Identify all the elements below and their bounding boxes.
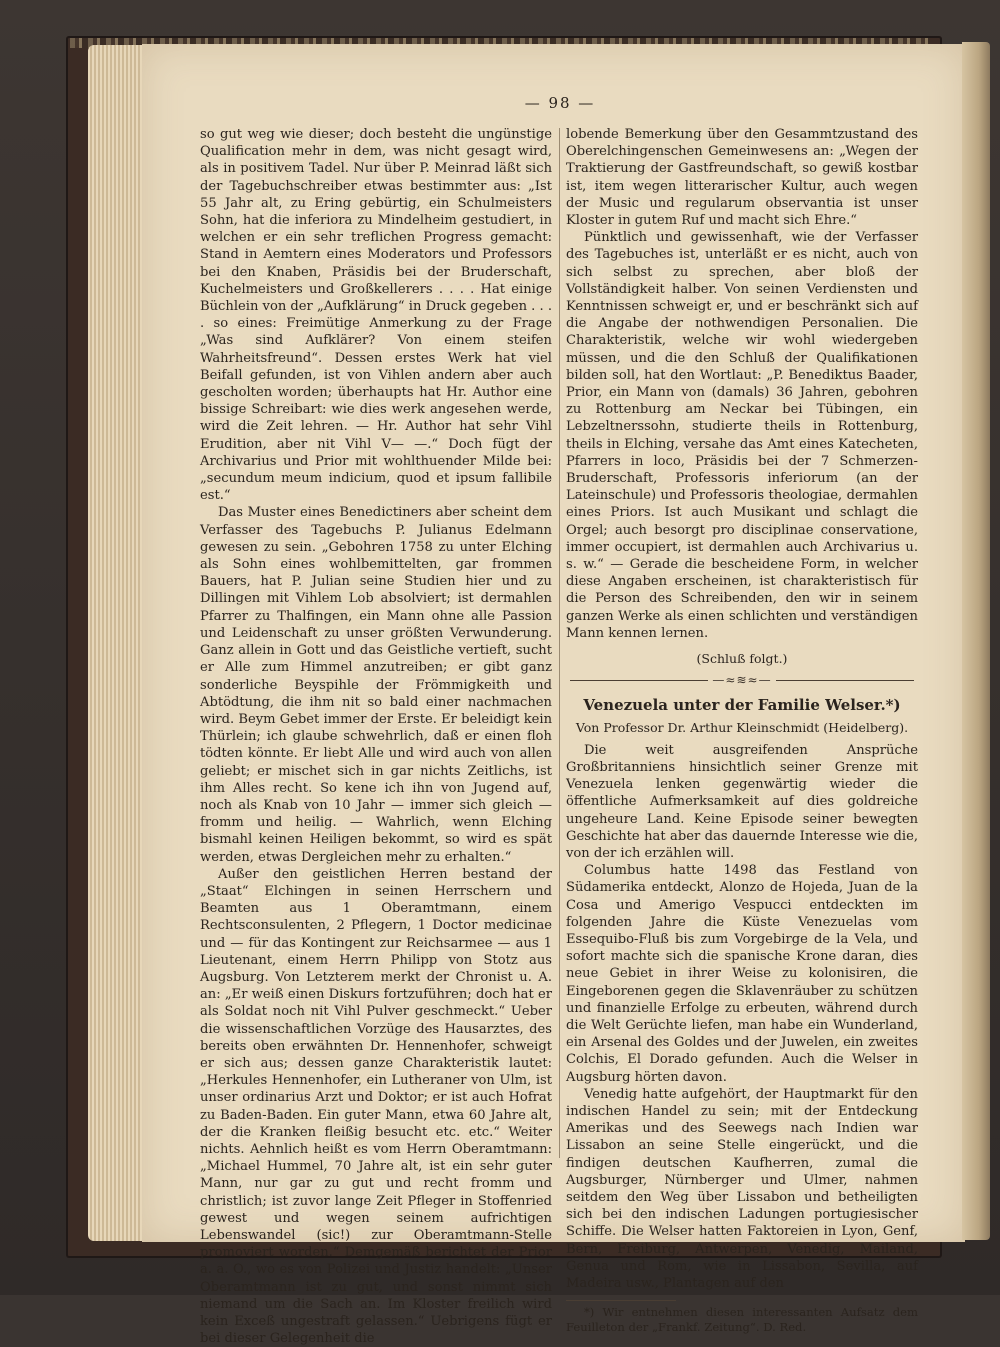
page-edges	[88, 45, 148, 1241]
right-column	[566, 126, 918, 1335]
left-column	[200, 126, 552, 1347]
paragraph: Columbus hatte 1498 das Festland von Südamerika entdeckt, Alonzo de Hojeda, Juan de la Cosa und Amerigo Vespucci entdeckten im folgenden Jahre die Küste Venezuelas vom Essequibo-Fluß bis zum Vorgebirge de la Vela, und sofort machte sich die spanische Krone daran, dies neue Gebiet in ihrer Weise zu kolonisiren, die Eingeborenen gegen die Sklavenräuber zu schützen und finanzielle Erfolge zu erbeuten, während durch die Welt Gerüchte liefen, man habe ein Wunderland, ein Arsenal des Goldes und der Juwelen, ein zweites Colchis, El Dorado gefunden. Auch die Welser in Augsburg hörten davon.	[566, 863, 918, 1085]
paragraph: so gut weg wie dieser; doch besteht die ungünstige Qualification mehr in dem, was nicht gesagt wird, als in positivem Tadel. Nur über P. Meinrad läßt sich der Tagebuchschreiber etwas bestimmter aus: „Ist 55 Jahr alt, zu Ering gebürtig, ein Schulmeisters Sohn, hat die inferiora zu Mindelheim gestudiert, in welchen er ein sehr treflichen Progress gemacht: Stand in Aemtern eines Moderators und Professors bei den Knaben, Präsidis bei der Bruderschaft, Kuchelmeisters und Großkellerers . . . . Hat einige Büchlein von der „Aufklärung“ in Druck gegeben . . . . so eines: Freimütige Anmerkung zu der Frage „Was sind Aufklärer? Von einem steifen Wahrheitsfreund“. Dessen erstes Werk hat viel Beifall gefunden, ist von Vihlen andern aber auch gescholten worden; überhaupts hat Hr. Author eine bissige Schreibart: wie dies werk angesehen werde, wird die Zeit lehren. — Hr. Author hat sehr Vihl Erudition, aber nit Vihl V— —.“ Doch fügt der Archivarius und Prior mit wohlthuender Milde bei: „secundum meum indicium, quod et ipsum fallibile est.“	[200, 127, 552, 504]
paragraph: Die weit ausgreifenden Ansprüche Großbritanniens hinsichtlich seiner Grenze mit Venezuela lenken gegenwärtig wieder die öffentliche Aufmerksamkeit auf dies goldreiche ungeheure Land. Keine Episode seiner bewegten Geschichte hat aber das dauernde Interesse wie die, von der ich erzählen will.	[566, 742, 918, 861]
paragraph: Pünktlich und gewissenhaft, wie der Verfasser des Tagebuches ist, unterläßt er es nicht, auch von sich selbst zu sprechen, aber bloß der Vollständigkeit halber. Von seinen Verdiensten und Kenntnissen schweigt er, und er beschränkt sich auf die Angabe der nothwendigen Personalien. Die Charakteristik, welche wir wohl wiedergeben müssen, und die den Schluß der Qualifikationen bilden soll, hat den Wortlaut: „P. Benediktus Baader, Prior, ein Mann von (damals) 36 Jahren, gebohren zu Rottenburg am Neckar bei Tübingen, ein Lebzeltnerssohn, studierte theils in Rottenburg, theils in Elching, versahe das Amt eines Katecheten, Pfarrers in loco, Präsidis bei der 7 Schmerzen-Bruderschaft, Professoris inferiorum (an der Lateinschule) und Professoris theologiae, dermahlen eines Priors. Ist auch Musikant und schlagt die Orgel; auch besorgt pro disciplinae conservatione, immer occupiert, ist dermahlen auch Archivarius u. s. w.“ — Gerade die bescheidene Form, in welcher diese Angaben erscheinen, ist charakteristisch für die Person des Schreibenden, den wir in seinem ganzen Werke als einen schlichten und verständigen Mann kennen lernen.	[566, 230, 918, 641]
page-number: — 98 —	[524, 94, 596, 112]
continuation-note: (Schluß folgt.)	[696, 651, 788, 667]
paragraph: lobende Bemerkung über den Gesammtzustand des Oberelchingenschen Gemeinwesens an: „Wegen der Traktierung der Gastfreundschaft, so gewiß kostbar ist, item wegen litterarischer Kultur, auch wegen der Music und regularum observantia ist unser Kloster in gutem Ruf und macht sich Ehre.“	[566, 127, 918, 229]
article-byline: Von Professor Dr. Arthur Kleinschmidt (Heidelberg).	[575, 719, 909, 735]
article-title: Venezuela unter der Familie Welser.*)	[583, 696, 901, 715]
footnote: *) Wir entnehmen diesen interessanten Aufsatz dem Feuilleton der „Frankf. Zeitung“. D. Red.	[566, 1305, 918, 1335]
right-page-edge	[962, 42, 990, 1240]
column-divider	[559, 128, 560, 1158]
section-ornament	[566, 673, 918, 687]
ornament-line	[776, 680, 914, 681]
paragraph: Venedig hatte aufgehört, der Hauptmarkt für den indischen Handel zu sein; mit der Entdeckung Amerikas und des Seewegs nach Indien war Lissabon an seine Stelle eingerückt, und die findigen deutschen Kaufherren, zumal die Augsburger, Nürnberger und Ulmer, nahmen seitdem den Weg über Lissabon und betheiligten sich bei den indischen Ladungen portugiesischer Schiffe. Die Welser hatten Faktoreien in Lyon, Genf, Bern, Freiburg, Antwerpen, Venedig, Mailand, Genua und Rom, wie in Lissabon, Sevilla, auf Madeira usw., Plantagen auf den	[566, 1086, 918, 1291]
paragraph: Außer den geistlichen Herren bestand der „Staat“ Elchingen in seinen Herrschern und Beamten aus 1 Oberamtmann, einem Rechtsconsulenten, 2 Pflegern, 1 Doctor medicinae und — für das Kontingent zur Reichsarmee — aus 1 Lieutenant, einem Herrn Philipp von Stotz aus Augsburg. Von Letzterem merkt der Chronist u. A. an: „Er weiß einen Diskurs fortzuführen; doch hat er als Soldat noch nit Vihl Pulver geschmeckt.“ Ueber die wissenschaftlichen Vorzüge des Hausarztes, des bereits oben erwähnten Dr. Hennenhofer, schweigt er sich aus; dessen ganze Charakteristik lautet: „Herkules Hennenhofer, ein Lutheraner von Ulm, ist unser ordinarius Arzt und Doktor; er ist auch Hofrat zu Baden-Baden. Ein guter Mann, etwa 60 Jahre alt, der die Kranken fleißig besucht etc. etc.“ Weiter nichts. Aehnlich heißt es vom Herrn Oberamtmann: „Michael Hummel, 70 Jahre alt, ist ein sehr guter Mann, nur gar zu gut und recht fromm und christlich; ist zuvor lange Zeit Pfleger in Stoffenried gewest und wegen seinem aufrichtigen Lebenswandel (sic!) zur Oberamtmann-Stelle promoviert worden.“ Demgemäß berichtet der Prior a. a. O., wo es von Polizei und Justiz handelt: „Unser Oberamtmann ist zu gut, und sonst nimmt sich niemand um die Sach an. Im Kloster freilich wird kein Exceß ungestraft gelassen.“ Uebrigens fügt er bei dieser Gelegenheit die	[200, 866, 552, 1347]
ornament-line	[570, 680, 708, 681]
ornament-flourish: —≈≋≈—	[712, 672, 772, 687]
footnote-rule	[566, 1300, 676, 1301]
paragraph: Das Muster eines Benedictiners aber scheint dem Verfasser des Tagebuchs P. Julianus Edelmann gewesen zu sein. „Gebohren 1758 zu unter Elching als Sohn eines wohlbemittelten, gar frommen Bauers, hat P. Julian seine Studien hier und zu Dillingen mit Vihlem Lob absolviert; ist dermahlen Pfarrer zu Thalfingen, ein Mann ohne alle Passion und Leidenschaft zu unser größten Verwunderung. Ganz allein in Gott und das Geistliche vertieft, sucht er Alle zum Himmel anzutreiben; er gibt ganz sonderliche Beyspihle der Frömmigkeith und Abtödtung, die ihm nit so bald einer nachmachen wird. Beym Gebet immer der Erste. Er beleidigt kein Thürlein; ich glaube schwehrlich, daß er einen floh tödten könnte. Er liebt Alle und wird auch von allen geliebt; er mischet sich in gar nichts Zeitlichs, ist ihm Alles recht. So kene ich ihn von Jugend auf, noch als Knab von 10 Jahr — immer sich gleich — fromm und heilig. — Wahrlich, wenn Elching bismahl keinen Heiligen bekommt, so wird es spät werden, etwas Dergleichen mehr zu erhalten.“	[200, 505, 552, 865]
